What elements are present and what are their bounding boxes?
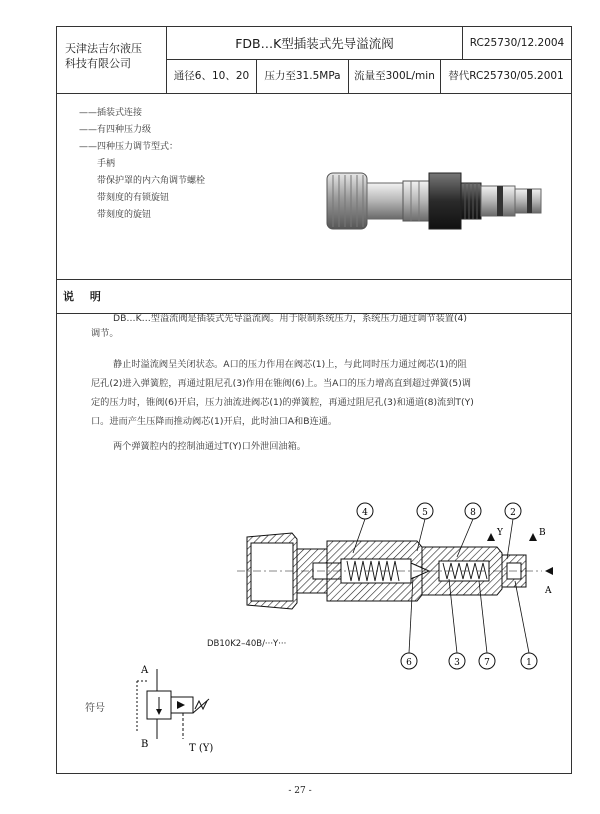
- description-line: 静止时溢流阀呈关闭状态。A口的压力作用在阀芯(1)上，与此同时压力通过阀芯(1)的阻: [113, 359, 467, 370]
- callout-label: 6: [406, 658, 412, 668]
- callout-label: 4: [362, 508, 368, 518]
- spec-pressure: 压力至31.5MPa: [257, 60, 349, 93]
- feature-item: ——有四种压力级: [79, 125, 152, 135]
- description-line: 口。进而产生压降而推动阀芯(1)开启，此时油口A和B连通。: [91, 416, 338, 427]
- symbol-label: 符号: [85, 703, 105, 714]
- doc-code: RC25730/12.2004: [463, 27, 571, 60]
- feature-item: 带保护罩的内六角调节螺栓: [97, 176, 206, 186]
- company-line-2: 科技有限公司: [65, 57, 131, 70]
- feature-item: 带刻度的旋钮: [97, 210, 152, 220]
- feature-item: 手柄: [97, 159, 116, 169]
- callout-label: 7: [484, 658, 490, 668]
- description-line: 两个弹簧腔内的控制油通过T(Y)口外泄回油箱。: [113, 441, 306, 452]
- callout-label: 2: [510, 508, 516, 518]
- description-paragraph-3: [91, 437, 531, 456]
- description-line: 尼孔(2)进入弹簧腔，再通过阻尼孔(3)作用在锥阀(6)上。当A口的压力增高直到超过弹簧(5)调: [91, 378, 471, 389]
- page-frame: [56, 26, 572, 774]
- feature-item: ——插装式连接: [79, 108, 143, 118]
- feature-item: 带刻度的有锁旋钮: [97, 193, 170, 203]
- description-paragraph-2: [91, 355, 531, 431]
- symbol-port-a: A: [141, 665, 149, 676]
- model-designation: DB10K2–40B/···Y···: [207, 639, 287, 649]
- callout-label: 5: [422, 508, 428, 518]
- features-panel: [57, 93, 571, 280]
- company-line-1: 天津法吉尔液压: [65, 42, 142, 55]
- description-paragraph-1: [91, 309, 531, 343]
- hydraulic-symbol: [125, 663, 255, 755]
- description-line: 定的压力时，锥阀(6)开启，压力油流进阀芯(1)的弹簧腔，再通过阻尼孔(3)和通道(8)流到T(Y): [91, 397, 474, 408]
- company-name: [57, 27, 167, 93]
- description-line: DB…K…型溢流阀是插装式先导溢流阀。用于限制系统压力，系统压力通过调节装置(4): [113, 313, 467, 324]
- symbol-port-t: T (Y): [189, 743, 214, 754]
- feature-item: ——四种压力调节型式：: [79, 142, 179, 152]
- spec-size: 通径6、10、20: [167, 60, 257, 93]
- port-b-label: B: [539, 528, 546, 538]
- valve-product-photo: [319, 153, 549, 263]
- description-line: 调节。: [91, 328, 119, 339]
- port-y-label: Y: [497, 528, 503, 538]
- spec-flow: 流量至300L/min: [349, 60, 441, 93]
- callout-label: 1: [526, 658, 532, 668]
- callout-label: 3: [454, 658, 460, 668]
- page-number: - 27 -: [288, 786, 312, 796]
- header-table: [57, 27, 571, 94]
- port-a-label: A: [545, 586, 552, 596]
- spec-replaces: 替代RC25730/05.2001: [448, 70, 564, 82]
- section-title: 说 明: [63, 290, 107, 303]
- symbol-port-b: B: [141, 739, 149, 750]
- callout-label: 8: [470, 508, 476, 518]
- doc-title: FDB…K型插装式先导溢流阀: [167, 27, 463, 60]
